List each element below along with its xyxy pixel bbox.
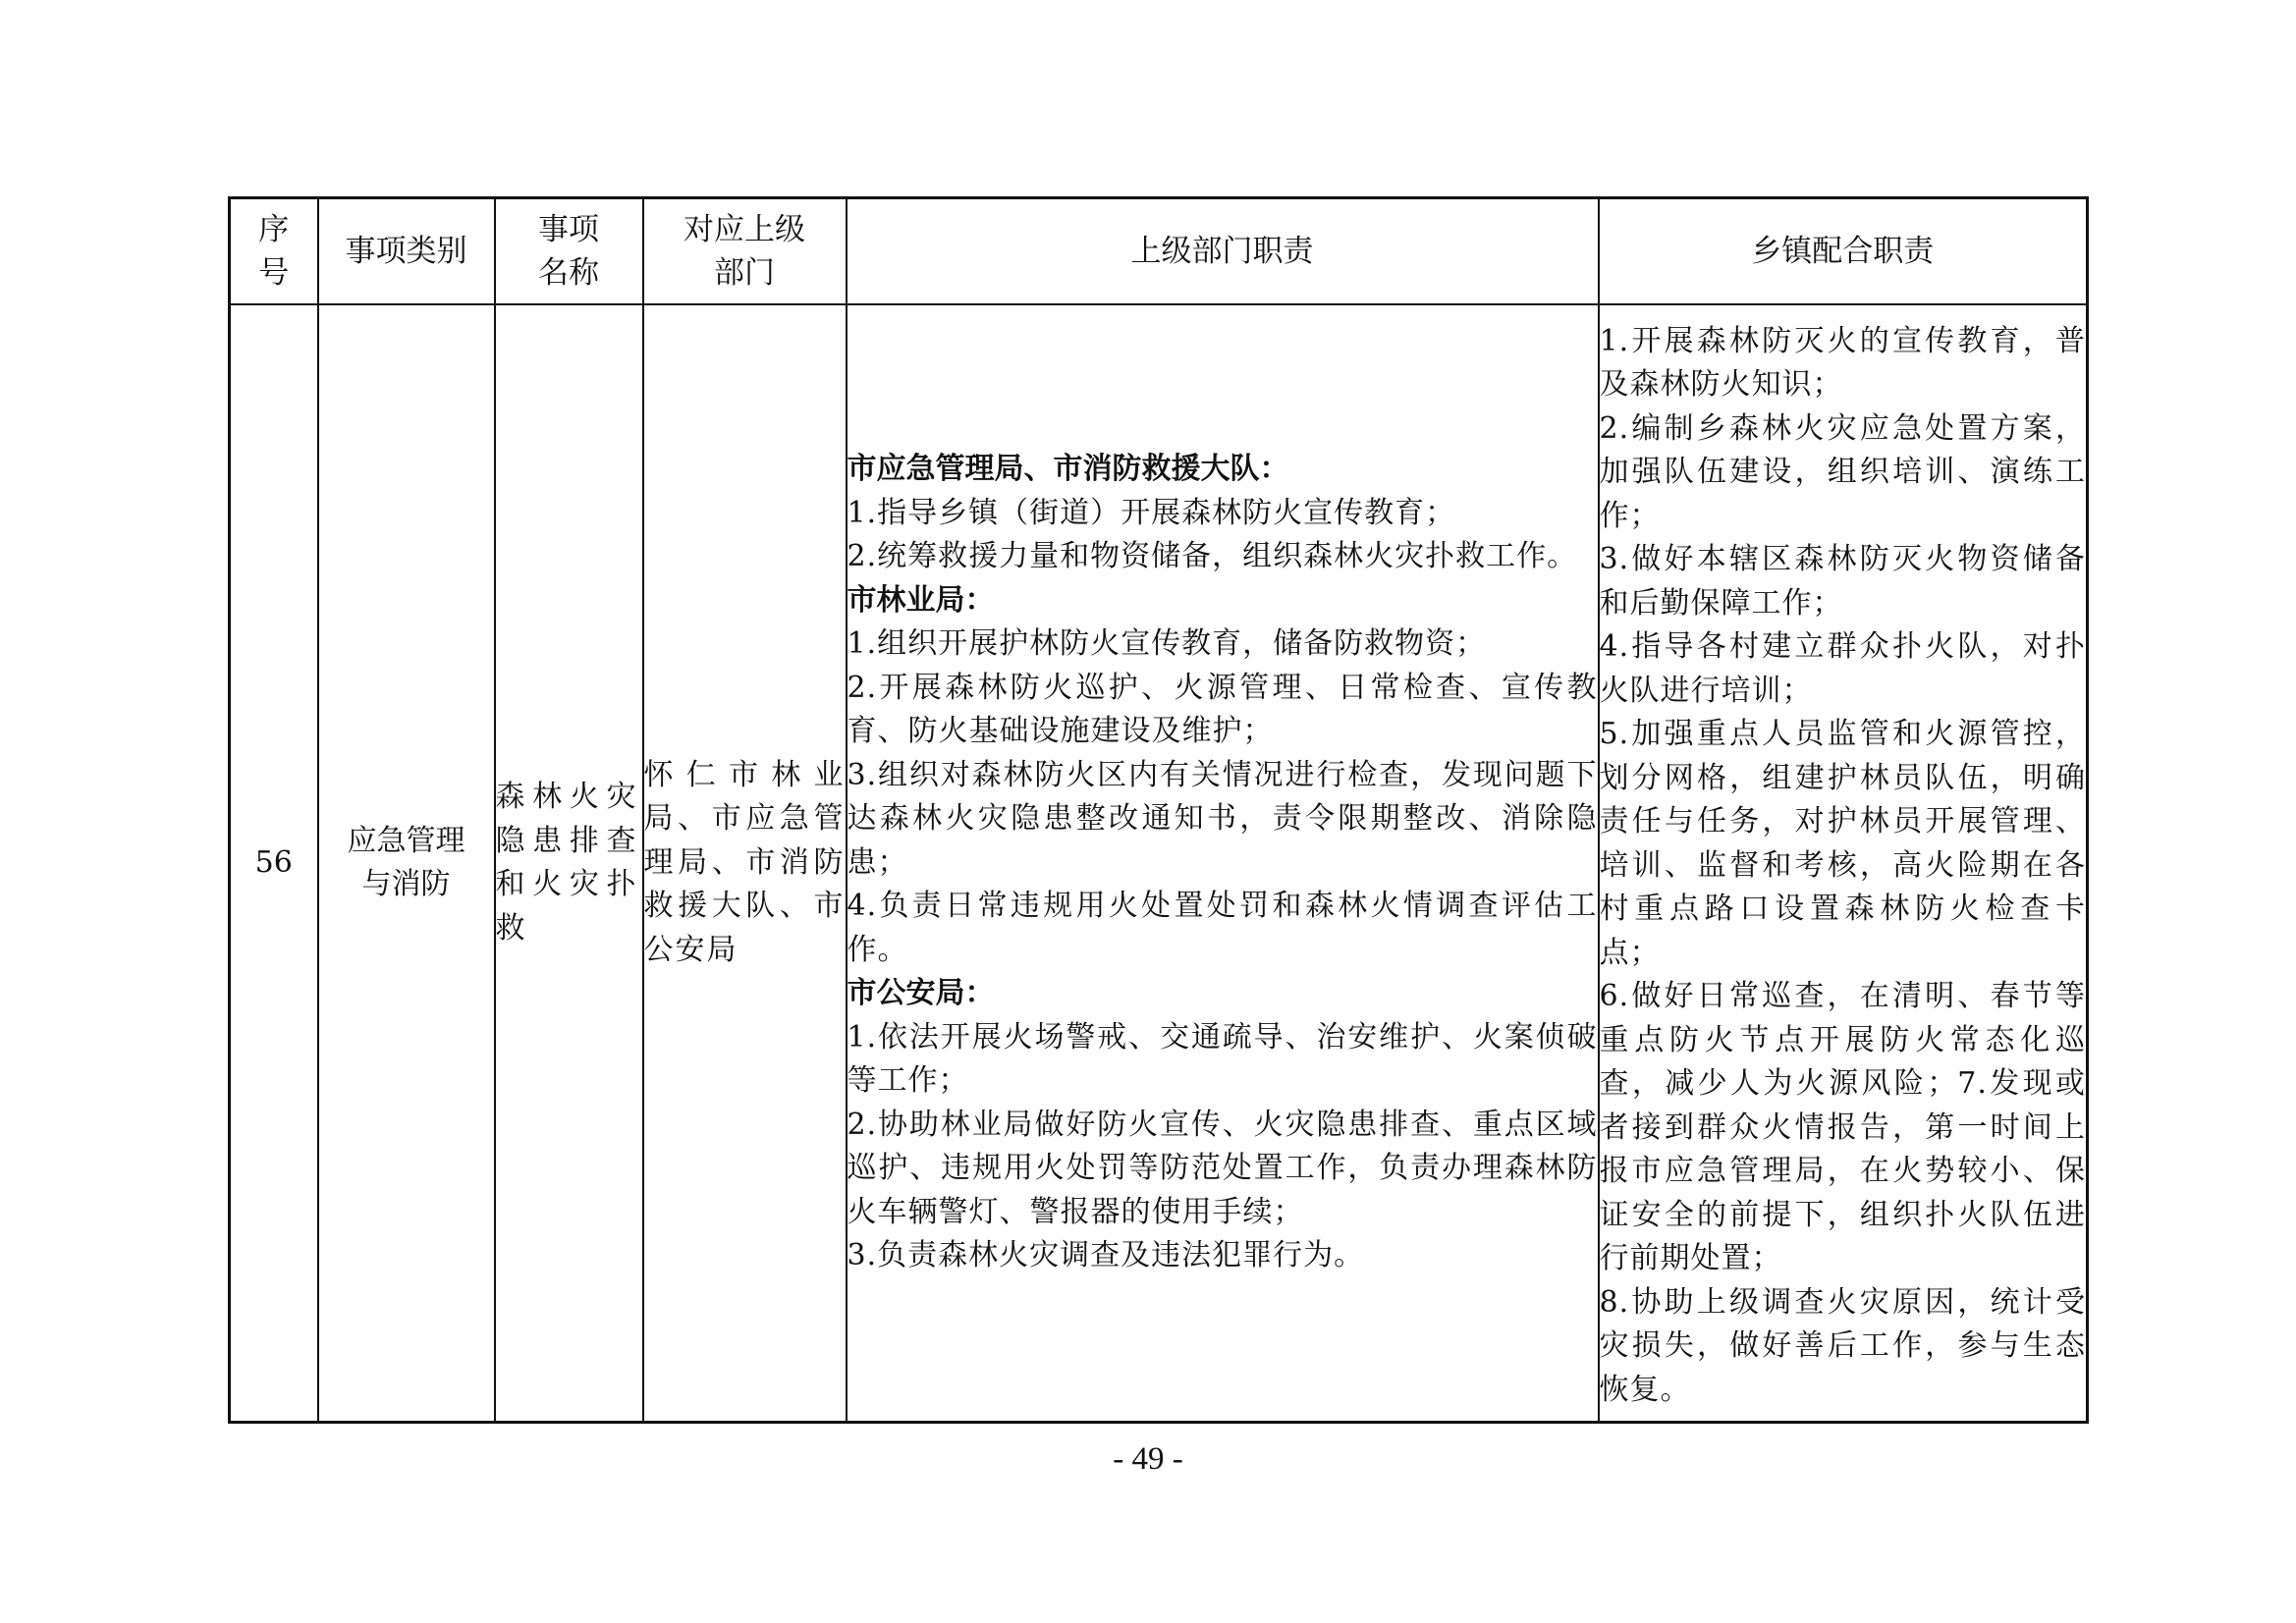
header-superior-dept-label: 对应上级部门 (683, 212, 805, 291)
superior-dept-cell (643, 304, 847, 1423)
duty-group-title: 市林业局： (847, 582, 995, 618)
header-seq (230, 198, 318, 305)
township-duty-item: 1.开展森林防灭火的宣传教育，普及森林防火知识； (1599, 323, 2086, 403)
duty-item: 2.统筹救援力量和物资储备，组织森林火灾扑救工作。 (847, 539, 1578, 574)
duty-item: 3.负责森林火灾调查及违法犯罪行为。 (847, 1238, 1365, 1273)
header-category (318, 198, 495, 305)
duty-item: 2.协助林业局做好防火宣传、火灾隐患排查、重点区域巡护、违规用火处罚等防范处置工作，负责办理森林防火车辆警灯、警报器的使用手续； (847, 1107, 1598, 1229)
duty-group (847, 972, 1598, 1278)
superior-duties-cell (847, 304, 1599, 1423)
category-text: 应急管理与消防 (347, 823, 465, 901)
header-township-duties-label: 乡镇配合职责 (1751, 234, 1935, 269)
duty-item: 3.组织对森林防火区内有关情况进行检查，发现问题下达森林火灾隐患整改通知书，责令限期整改、消除隐患； (847, 757, 1598, 880)
header-item-name-label: 事项名称 (538, 212, 599, 291)
table-row (230, 304, 2088, 1423)
township-duties-list (1600, 314, 2087, 1413)
category-cell (318, 304, 495, 1423)
duty-item: 2.开展森林防火巡护、火源管理、日常检查、宣传教育、防火基础设施建设及维护； (847, 670, 1598, 749)
duty-group (847, 448, 1598, 579)
item-name-text: 森林火灾隐患排查和火灾扑救 (495, 780, 642, 946)
duty-table (228, 196, 2089, 1424)
header-superior-dept (643, 198, 847, 305)
township-duty-item: 4.指导各村建立群众扑火队，对扑火队进行培训； (1599, 629, 2086, 708)
duty-item: 1.依法开展火场警戒、交通疏导、治安维护、火案侦破等工作； (847, 1019, 1598, 1099)
township-duty-item: 8.协助上级调查火灾原因，统计受灾损失，做好善后工作，参与生态恢复。 (1599, 1284, 2086, 1407)
duty-group-title: 市应急管理局、市消防救援大队： (847, 452, 1289, 487)
township-duties-cell (1599, 304, 2088, 1423)
superior-dept-text: 怀仁市林业局、市应急管理局、市消防救援大队、市公安局 (643, 757, 846, 967)
duty-item: 1.指导乡镇（街道）开展森林防火宣传教育； (847, 495, 1456, 530)
duty-group (847, 579, 1598, 973)
township-duty-item: 6.做好日常巡查，在清明、春节等重点防火节点开展防火常态化巡查，减少人为火源风险；7.发现或者接到群众火情报告，第一时间上报市应急管理局，在火势较小、保证安全的前提下，组织扑火队伍进行前期处置； (1599, 979, 2086, 1276)
header-seq-label: 序号 (258, 212, 290, 291)
duty-item: 1.组织开展护林防火宣传教育，储备防救物资； (847, 626, 1487, 662)
header-township-duties (1599, 198, 2088, 305)
township-duty-item: 5.加强重点人员监管和火源管控，划分网格，组建护林员队伍，明确责任与任务，对护林员开展管理、培训、监督和考核，高火险期在各村重点路口设置森林防火检查卡点； (1599, 717, 2086, 970)
township-duty-item: 3.做好本辖区森林防灭火物资储备和后勤保障工作； (1599, 542, 2086, 621)
superior-duties-block (847, 448, 1598, 1278)
seq-cell: 56 (230, 304, 318, 1423)
item-name-cell (495, 304, 643, 1423)
header-superior-duties (847, 198, 1599, 305)
header-superior-duties-label: 上级部门职责 (1130, 234, 1314, 269)
header-item-name (495, 198, 643, 305)
page-number: - 49 - (1113, 1441, 1183, 1477)
header-category-label: 事项类别 (345, 234, 467, 269)
duty-group-title: 市公安局： (847, 976, 995, 1011)
header-row (230, 198, 2088, 305)
township-duty-item: 2.编制乡森林火灾应急处置方案，加强队伍建设，组织培训、演练工作； (1599, 410, 2086, 533)
duty-item: 4.负责日常违规用火处置处罚和森林火情调查评估工作。 (847, 889, 1598, 967)
